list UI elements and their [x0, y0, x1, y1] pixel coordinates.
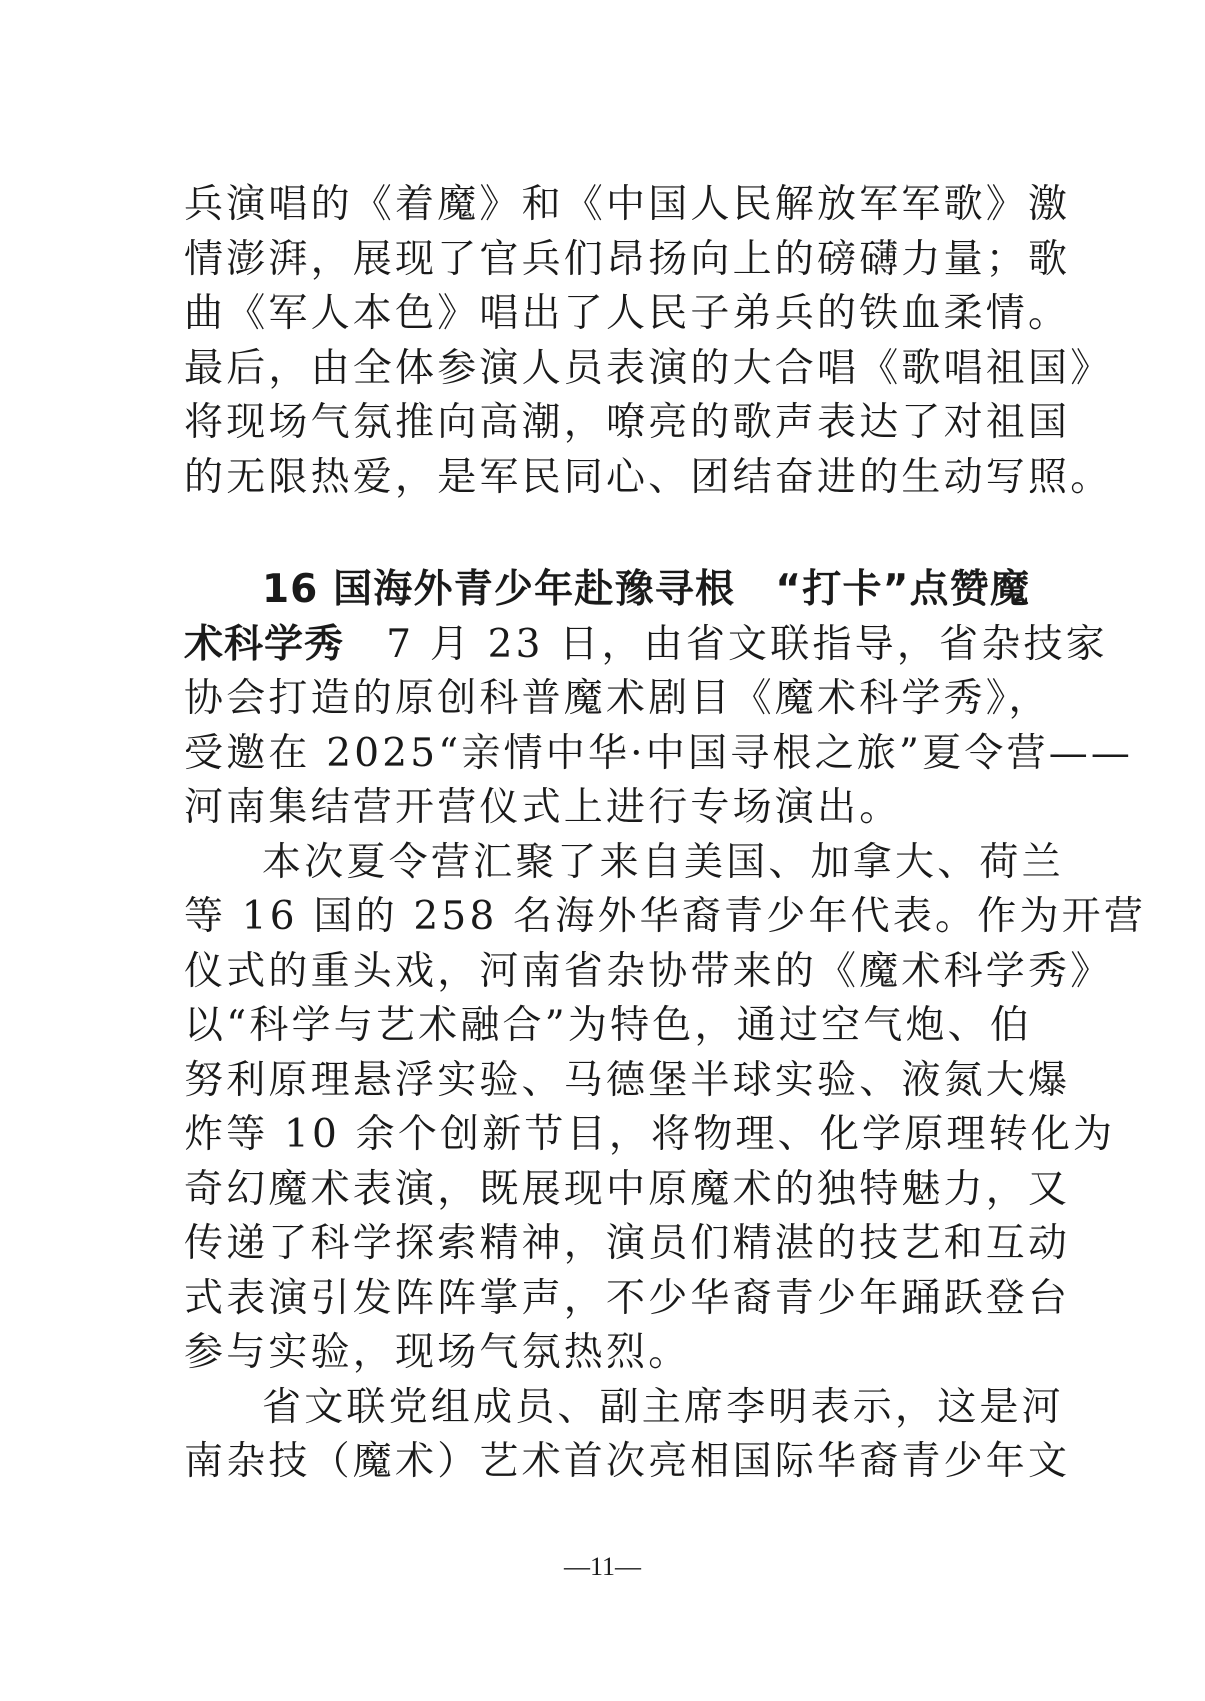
text-line: 等 16 国的 258 名海外华裔青少年代表。作为开营 [184, 894, 1147, 939]
text-line: 南杂技（魔术）艺术首次亮相国际华裔青少年文 [184, 1439, 1071, 1484]
text-line: 省文联党组成员、副主席李明表示，这是河 [262, 1384, 1064, 1430]
text-line: 兵演唱的《着魔》和《中国人民解放军军歌》激 [184, 182, 1071, 227]
text-line [184, 618, 1108, 673]
text-line: 炸等 10 余个创新节目，将物理、化学原理转化为 [184, 1112, 1116, 1157]
text-line: 协会打造的原创科普魔术剧目《魔术科学秀》， [184, 676, 1051, 721]
page-number: —11— [563, 1552, 642, 1581]
text-line: 本次夏令营汇聚了来自美国、加拿大、荷兰 [262, 839, 1064, 885]
article-section [184, 563, 1147, 1490]
continued-paragraph [184, 178, 1113, 505]
lead-text: 7 月 23 日，由省文联指导，省杂技家 [344, 621, 1108, 667]
article-headline-end: 术科学秀 [184, 621, 345, 667]
text-line: 参与实验，现场气氛热烈。 [184, 1330, 691, 1375]
text-line: 式表演引发阵阵掌声，不少华裔青少年踊跃登台 [184, 1275, 1071, 1321]
text-line: 将现场气氛推向高潮，嘹亮的歌声表达了对祖国 [184, 400, 1071, 445]
text-line: 最后，由全体参演人员表演的大合唱《歌唱祖国》 [184, 345, 1113, 391]
text-line: 曲《军人本色》唱出了人民子弟兵的铁血柔情。 [184, 291, 1071, 336]
text-line: 河南集结营开营仪式上进行专场演出。 [184, 785, 902, 830]
text-line: 情澎湃，展现了官兵们昂扬向上的磅礴力量；歌 [184, 236, 1071, 282]
text-line: 以“科学与艺术融合”为特色，通过空气炮、伯 [184, 1003, 1033, 1048]
text-line: 努利原理悬浮实验、马德堡半球实验、液氮大爆 [184, 1057, 1071, 1103]
text-line: 仪式的重头戏，河南省杂协带来的《魔术科学秀》 [184, 948, 1113, 994]
text-line: 奇幻魔术表演，既展现中原魔术的独特魅力，又 [184, 1166, 1071, 1212]
text-line: 传递了科学探索精神，演员们精湛的技艺和互动 [184, 1221, 1071, 1266]
text-line: 受邀在 2025“亲情中华·中国寻根之旅”夏令营—— [184, 730, 1134, 776]
text-line: 的无限热爱，是军民同心、团结奋进的生动写照。 [184, 454, 1113, 500]
article-headline: 16 国海外青少年赴豫寻根 “打卡”点赞魔 [262, 567, 1030, 612]
